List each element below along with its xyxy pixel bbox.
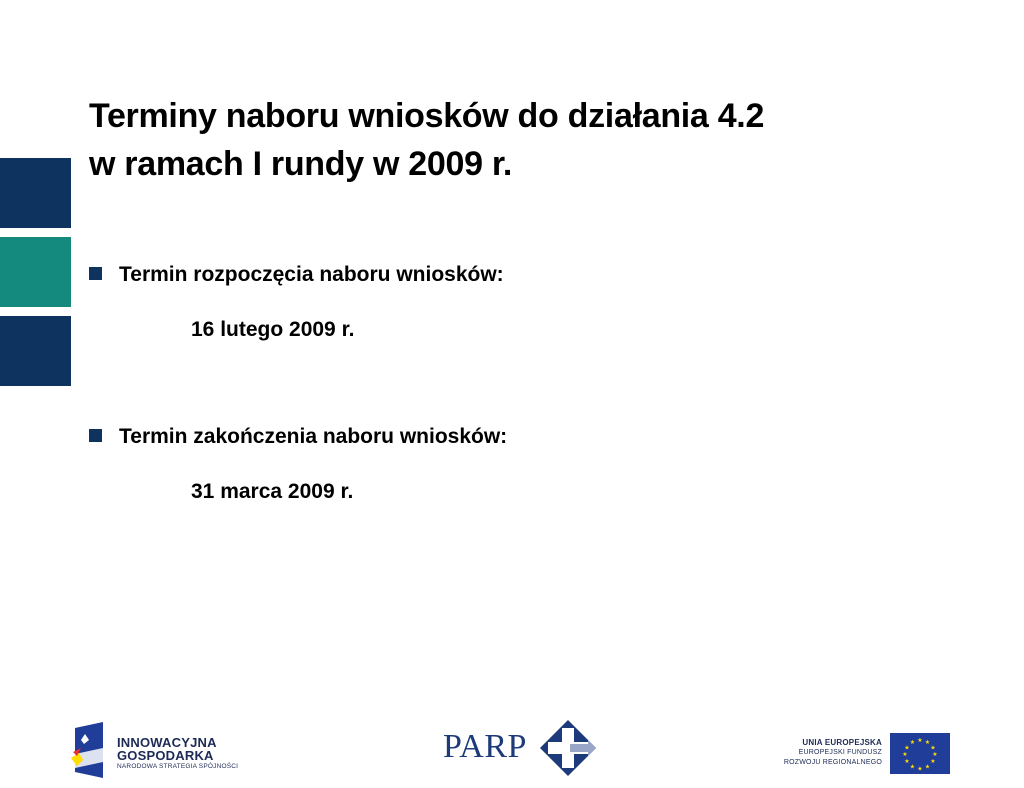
slide-title-line-2: w ramach I rundy w 2009 r. xyxy=(89,145,513,183)
svg-text:★: ★ xyxy=(902,751,908,758)
parp-diamond-mark-icon xyxy=(540,720,596,776)
svg-text:★: ★ xyxy=(904,758,910,765)
svg-text:★: ★ xyxy=(930,744,936,752)
square-bullet-icon xyxy=(89,429,102,442)
slide-title-line-1: Terminy naboru wniosków do działania 4.2 xyxy=(89,97,765,135)
innowacyjna-gospodarka-text xyxy=(117,736,238,772)
decor-block-navy-bottom xyxy=(0,316,71,386)
svg-text:★: ★ xyxy=(917,737,923,744)
date-start: 16 lutego 2009 r. xyxy=(191,318,355,341)
decor-block-navy-top xyxy=(0,158,71,228)
innowacyjna-gospodarka-mark-icon xyxy=(71,722,107,778)
eu-flag-icon xyxy=(890,733,950,774)
ue-logo-line-1: UNIA EUROPEJSKA xyxy=(802,738,882,747)
ue-logo-line-3: ROZWOJU REGIONALNEGO xyxy=(783,759,882,766)
date-end: 31 marca 2009 r. xyxy=(191,480,354,503)
svg-text:★: ★ xyxy=(909,739,916,746)
bullet-item-end xyxy=(89,425,507,449)
ue-logo-line-2: EUROPEJSKI FUNDUSZ xyxy=(798,749,882,756)
innowacyjna-gospodarka-logo xyxy=(71,720,251,780)
ig-logo-line-1: INNOWACYJNA xyxy=(117,735,217,750)
square-bullet-icon xyxy=(89,267,102,280)
parp-logo-text: PARP xyxy=(443,728,527,765)
bullet-label-end: Termin zakończenia naboru wniosków: xyxy=(119,425,508,448)
parp-logo xyxy=(440,718,600,778)
svg-text:★: ★ xyxy=(917,765,923,773)
svg-text:★: ★ xyxy=(924,739,931,746)
svg-text:★: ★ xyxy=(930,758,936,765)
svg-text:★: ★ xyxy=(904,744,910,752)
ig-logo-line-3: NARODOWA STRATEGIA SPÓJNOŚCI xyxy=(117,763,239,770)
ig-logo-line-2: GOSPODARKA xyxy=(117,748,214,763)
bullet-item-start xyxy=(89,263,504,287)
svg-text:★: ★ xyxy=(909,763,916,771)
slide-title xyxy=(89,92,764,188)
svg-text:★: ★ xyxy=(932,751,938,758)
unia-europejska-logo xyxy=(775,733,950,775)
ue-logo-text xyxy=(784,737,882,768)
decor-block-teal xyxy=(0,237,71,307)
svg-text:★: ★ xyxy=(924,763,931,771)
bullet-label-start: Termin rozpoczęcia naboru wniosków: xyxy=(119,263,504,286)
